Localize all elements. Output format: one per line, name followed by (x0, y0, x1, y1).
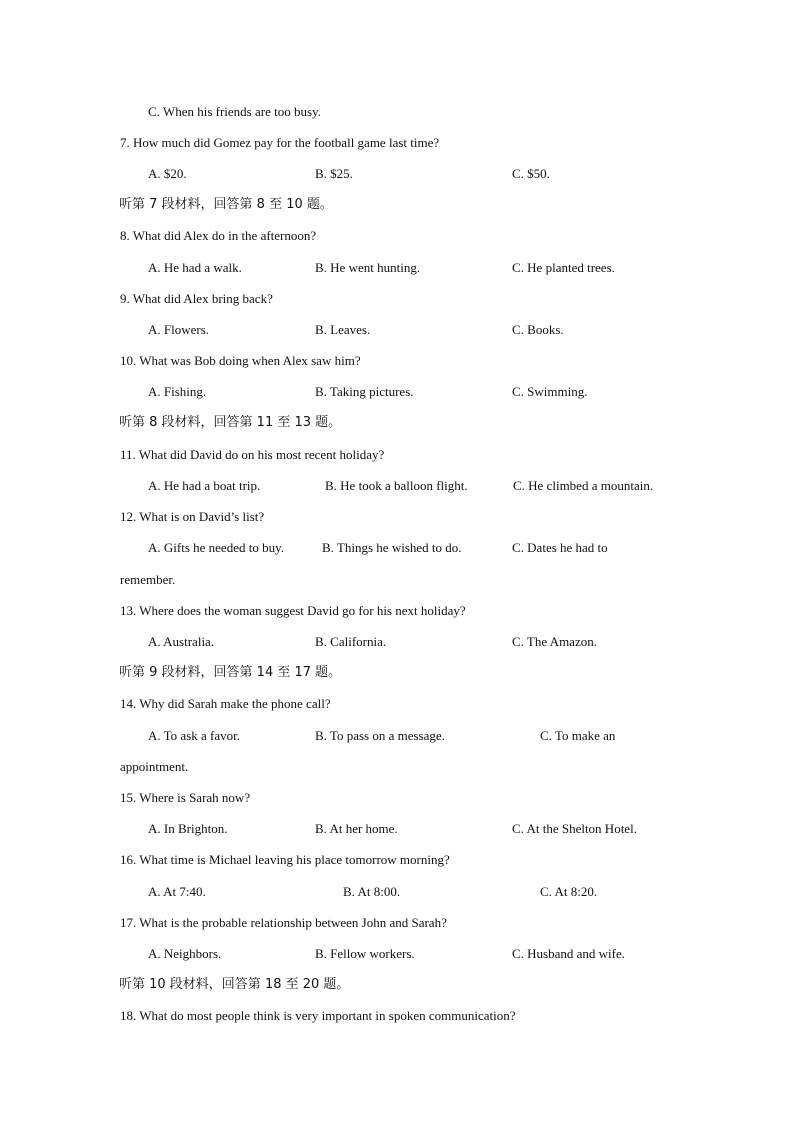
q14-option-c: C. To make an (540, 728, 616, 743)
q13-option-a: A. Australia. (148, 634, 215, 649)
q7-option-a: A. $20. (148, 166, 187, 181)
q6-option-c: C. When his friends are too busy. (148, 104, 321, 119)
q17-option-b: B. Fellow workers. (315, 946, 415, 961)
q7-option-b: B. $25. (315, 166, 353, 181)
q9-option-c: C. Books. (512, 322, 564, 337)
question-12: 12. What is on David’s list? (120, 509, 265, 524)
q17-option-c: C. Husband and wife. (512, 946, 626, 961)
q14-option-c-continued: appointment. (120, 759, 189, 774)
question-7: 7. How much did Gomez pay for the football game last time? (120, 135, 440, 150)
q12-option-c: C. Dates he had to (512, 540, 608, 555)
q14-option-b: B. To pass on a message. (315, 728, 445, 743)
q11-option-b: B. He took a balloon flight. (325, 478, 468, 493)
question-17: 17. What is the probable relationship between John and Sarah? (120, 915, 447, 930)
q15-option-c: C. At the Shelton Hotel. (512, 821, 637, 836)
q11-option-c: C. He climbed a mountain. (513, 478, 654, 493)
q16-option-a: A. At 7:40. (148, 884, 206, 899)
section-heading-8: 听第 8 段材料，回答第 11 至 13 题。 (119, 415, 342, 430)
q11-option-a: A. He had a boat trip. (148, 478, 261, 493)
question-10: 10. What was Bob doing when Alex saw him? (120, 353, 361, 368)
q9-option-a: A. Flowers. (148, 322, 210, 337)
q10-option-c: C. Swimming. (512, 384, 588, 399)
q13-option-c: C. The Amazon. (512, 634, 597, 649)
section-heading-10: 听第 10 段材料，回答第 18 至 20 题。 (119, 977, 350, 992)
section-heading-9: 听第 9 段材料，回答第 14 至 17 题。 (119, 665, 342, 680)
q12-option-a: A. Gifts he needed to buy. (148, 540, 284, 555)
q12-option-c-continued: remember. (120, 572, 176, 587)
q17-option-a: A. Neighbors. (148, 946, 222, 961)
question-9: 9. What did Alex bring back? (120, 291, 273, 306)
q12-option-b: B. Things he wished to do. (322, 540, 462, 555)
q8-option-a: A. He had a walk. (148, 260, 242, 275)
question-14: 14. Why did Sarah make the phone call? (120, 696, 331, 711)
question-11: 11. What did David do on his most recent holiday? (120, 447, 385, 462)
q14-option-a: A. To ask a favor. (148, 728, 240, 743)
q8-option-c: C. He planted trees. (512, 260, 615, 275)
q16-option-b: B. At 8:00. (343, 884, 401, 899)
q7-option-c: C. $50. (512, 166, 550, 181)
q10-option-a: A. Fishing. (148, 384, 207, 399)
question-16: 16. What time is Michael leaving his place tomorrow morning? (120, 852, 450, 867)
q15-option-a: A. In Brighton. (148, 821, 228, 836)
q13-option-b: B. California. (315, 634, 387, 649)
q16-option-c: C. At 8:20. (540, 884, 598, 899)
question-13: 13. Where does the woman suggest David go for his next holiday? (120, 603, 466, 618)
question-18: 18. What do most people think is very important in spoken communication? (120, 1008, 516, 1023)
question-15: 15. Where is Sarah now? (120, 790, 251, 805)
question-8: 8. What did Alex do in the afternoon? (120, 228, 317, 243)
q10-option-b: B. Taking pictures. (315, 384, 414, 399)
q15-option-b: B. At her home. (315, 821, 398, 836)
q9-option-b: B. Leaves. (315, 322, 371, 337)
section-heading-7: 听第 7 段材料，回答第 8 至 10 题。 (119, 197, 333, 212)
q8-option-b: B. He went hunting. (315, 260, 421, 275)
